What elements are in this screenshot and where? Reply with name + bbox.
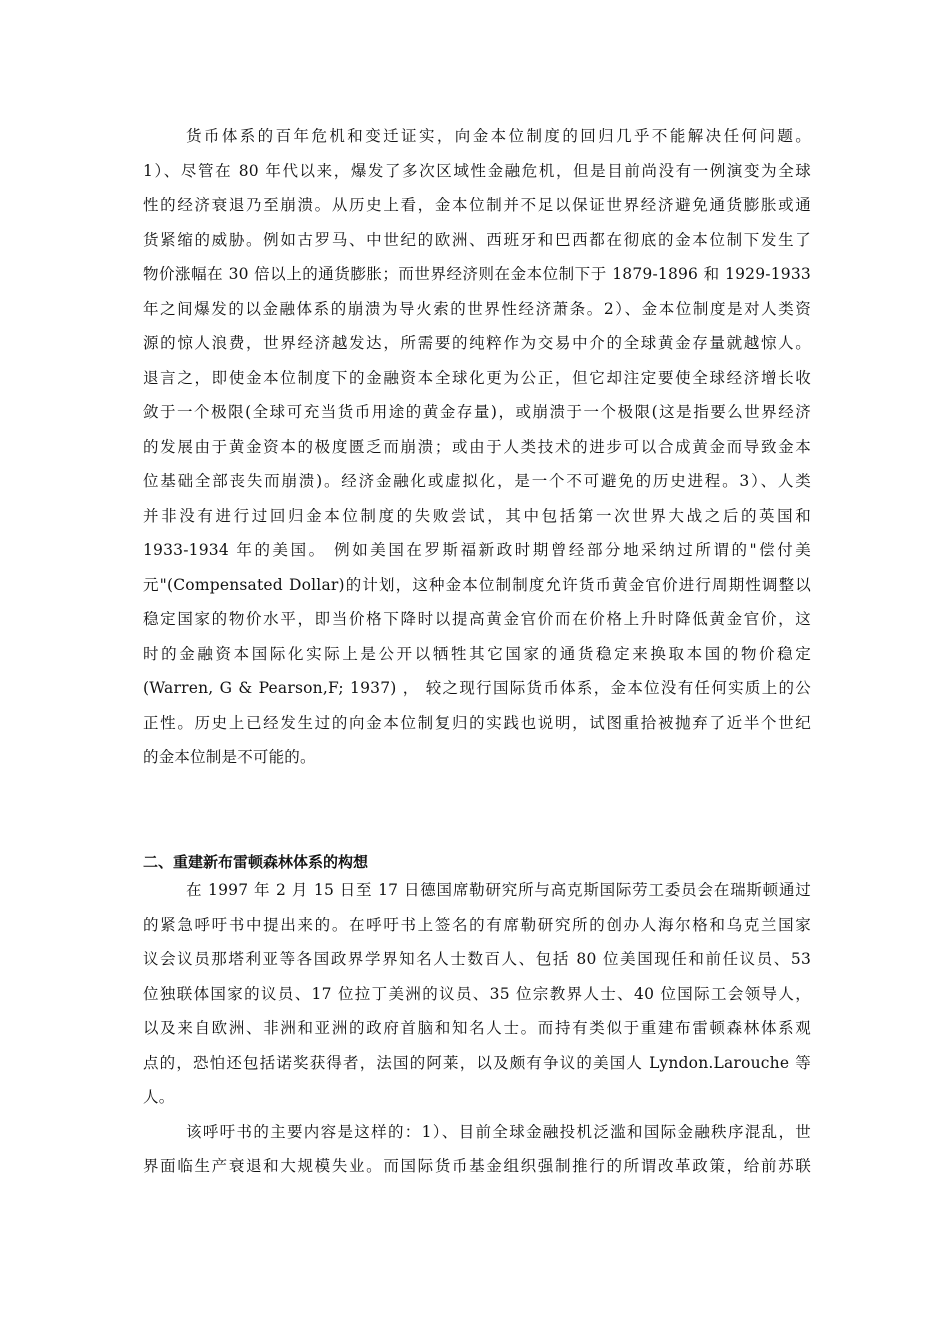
paragraph-1-line: 1933-1934 年的美国。 例如美国在罗斯福新政时期曾经部分地采纳过所谓的"偿付美 (143, 541, 811, 559)
paragraph-1-line: 敛于一个极限(全球可充当货币用途的黄金存量)，或崩溃于一个极限(这是指要么世界经济 (143, 403, 811, 421)
paragraph-1-line: 的发展由于黄金资本的极度匮乏而崩溃；或由于人类技术的进步可以合成黄金而导致金本 (143, 438, 811, 456)
paragraph-1-line: 源的惊人浪费，世界经济越发达，所需要的纯粹作为交易中介的全球黄金存量就越惊人。 (143, 334, 811, 352)
paragraph-2-line: 以及来自欧洲、非洲和亚洲的政府首脑和知名人士。而持有类似于重建布雷顿森林体系观 (143, 1019, 811, 1037)
paragraph-1-line: 位基础全部丧失而崩溃)。经济金融化或虚拟化，是一个不可避免的历史进程。3）、人类 (143, 472, 811, 490)
paragraph-2-line: 在 1997 年 2 月 15 日至 17 日德国席勒研究所与高克斯国际劳工委员会在瑞斯顿通过 (186, 881, 811, 899)
paragraph-1-line: 年之间爆发的以金融体系的崩溃为导火索的世界性经济萧条。2）、金本位制度是对人类资 (143, 300, 811, 318)
paragraph-1-line: 稳定国家的物价水平，即当价格下降时以提高黄金官价而在价格上升时降低黄金官价，这 (143, 610, 811, 628)
paragraph-1-line: 1）、尽管在 80 年代以来，爆发了多次区域性金融危机，但是目前尚没有一例演变为全球 (143, 162, 811, 180)
paragraph-1-line: 货币体系的百年危机和变迁证实，向金本位制度的回归几乎不能解决任何问题。 (186, 127, 811, 145)
paragraph-1-line: (Warren, G & Pearson,F; 1937) ， 较之现行国际货币体系，金本位没有任何实质上的公 (143, 679, 811, 697)
paragraph-2-line: 的紧急呼吁书中提出来的。在呼吁书上签名的有席勒研究所的创办人海尔格和乌克兰国家 (143, 916, 811, 934)
paragraph-3-line: 该呼吁书的主要内容是这样的：1）、目前全球金融投机泛滥和国际金融秩序混乱，世 (186, 1123, 811, 1141)
paragraph-1-line: 元"(Compensated Dollar)的计划，这种金本位制制度允许货币黄金官价进行周期性调整以 (143, 576, 811, 594)
paragraph-2-line: 位独联体国家的议员、17 位拉丁美洲的议员、35 位宗教界人士、40 位国际工会领导人， (143, 985, 811, 1003)
section-heading: 二、重建新布雷顿森林体系的构想 (143, 853, 369, 871)
paragraph-1-line: 退言之，即使金本位制度下的金融资本全球化更为公正，但它却注定要使全球经济增长收 (143, 369, 811, 387)
paragraph-1-line: 物价涨幅在 30 倍以上的通货膨胀；而世界经济则在金本位制下于 1879-1896 和 1929-1933 (143, 265, 811, 283)
paragraph-1-line: 并非没有进行过回归金本位制度的失败尝试，其中包括第一次世界大战之后的英国和 (143, 507, 811, 525)
paragraph-2-line: 人。 (143, 1088, 175, 1106)
paragraph-2-line: 议会议员那塔利亚等各国政界学界知名人士数百人、包括 80 位美国现任和前任议员、53 (143, 950, 811, 968)
paragraph-1-line: 时的金融资本国际化实际上是公开以牺牲其它国家的通货稳定来换取本国的物价稳定 (143, 645, 811, 663)
paragraph-1-line: 货紧缩的威胁。例如古罗马、中世纪的欧洲、西班牙和巴西都在彻底的金本位制下发生了 (143, 231, 811, 249)
paragraph-1-line: 正性。历史上已经发生过的向金本位制复归的实践也说明，试图重拾被抛弃了近半个世纪 (143, 714, 811, 732)
paragraph-3-line: 界面临生产衰退和大规模失业。而国际货币基金组织强制推行的所谓改革政策，给前苏联 (143, 1157, 811, 1175)
paragraph-1-line: 的金本位制是不可能的。 (143, 748, 316, 766)
paragraph-2-line: 点的，恐怕还包括诺奖获得者，法国的阿莱，以及颇有争议的美国人 Lyndon.Larouche 等 (143, 1054, 811, 1072)
paragraph-1-line: 性的经济衰退乃至崩溃。从历史上看，金本位制并不足以保证世界经济避免通货膨胀或通 (143, 196, 811, 214)
